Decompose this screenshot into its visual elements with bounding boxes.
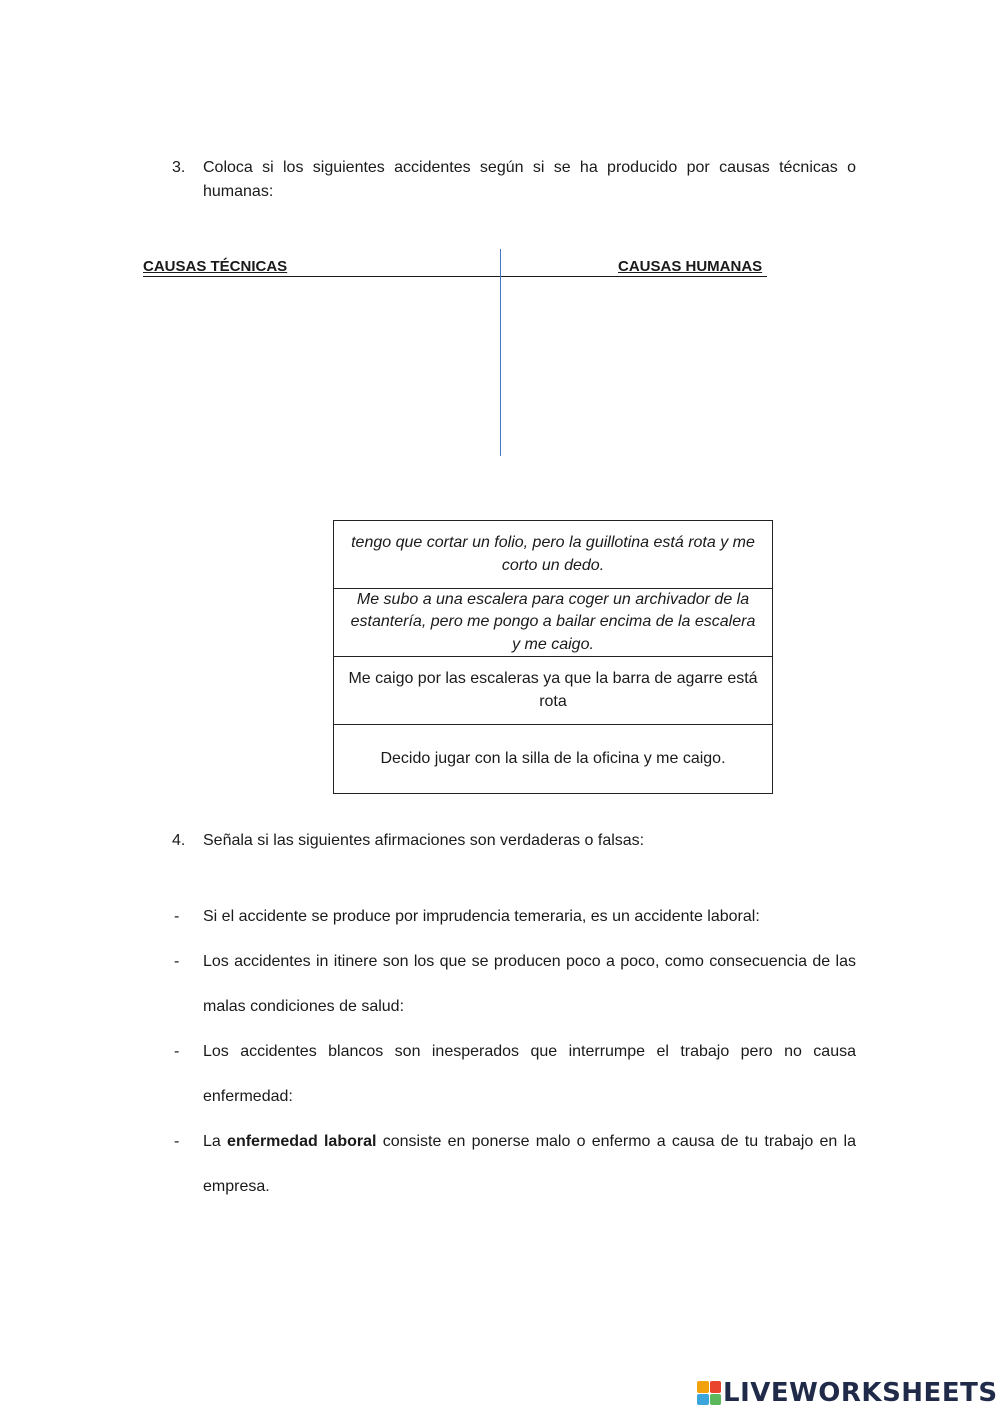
statement-2-bullet: -	[174, 953, 180, 970]
logo-square-3	[697, 1394, 709, 1406]
liveworksheets-wordmark: LIVEWORKSHEETS	[723, 1378, 998, 1408]
statement-4-bold-term: enfermedad laboral	[227, 1133, 377, 1150]
logo-square-4	[710, 1394, 722, 1406]
accidents-table	[333, 520, 773, 794]
statement-3-bullet: -	[174, 1043, 180, 1060]
statement-4-text	[203, 1119, 856, 1209]
statement-1-text: Si el accidente se produce por imprudencia temeraria, es un accidente laboral:	[203, 908, 760, 925]
accident-card-1[interactable]: tengo que cortar un folio, pero la guillotina está rota y me corto un dedo.	[334, 521, 772, 589]
column-divider	[500, 249, 501, 456]
statement-4-bullet: -	[174, 1133, 180, 1150]
column-heading-humanas: CAUSAS HUMANAS	[618, 258, 763, 275]
liveworksheets-brand	[697, 1378, 998, 1408]
question-3-text: Coloca si los siguientes accidentes según si se ha producido por causas técnicas o humanas:	[203, 159, 856, 200]
question-3-number: 3.	[172, 159, 186, 176]
logo-square-2	[710, 1381, 722, 1393]
statement-4-prefix: La	[203, 1133, 228, 1150]
question-4-text: Señala si las siguientes afirmaciones son verdaderas o falsas:	[203, 832, 645, 849]
liveworksheets-logo-icon	[697, 1381, 721, 1405]
statement-3-text: Los accidentes blancos son inesperados que interrumpe el trabajo pero no causa enfermedad:	[203, 1043, 856, 1105]
column-heading-tecnicas: CAUSAS TÉCNICAS	[143, 258, 288, 275]
accident-card-2[interactable]: Me subo a una escalera para coger un archivador de la estantería, pero me pongo a bailar encima de la escalera y me caigo.	[334, 589, 772, 657]
question-4-number: 4.	[172, 832, 186, 849]
heading-underline	[143, 276, 767, 277]
logo-square-1	[697, 1381, 709, 1393]
statement-2-text: Los accidentes in itinere son los que se producen poco a poco, como consecuencia de las malas condiciones de salud:	[203, 953, 856, 1015]
statement-4-suffix: consiste en ponerse malo o enfermo a causa de tu trabajo en la empresa.	[203, 1133, 857, 1195]
statement-1-bullet: -	[174, 908, 180, 925]
accident-card-3[interactable]: Me caigo por las escaleras ya que la barra de agarre está rota	[334, 657, 772, 725]
accident-card-4[interactable]: Decido jugar con la silla de la oficina y me caigo.	[380, 749, 726, 767]
